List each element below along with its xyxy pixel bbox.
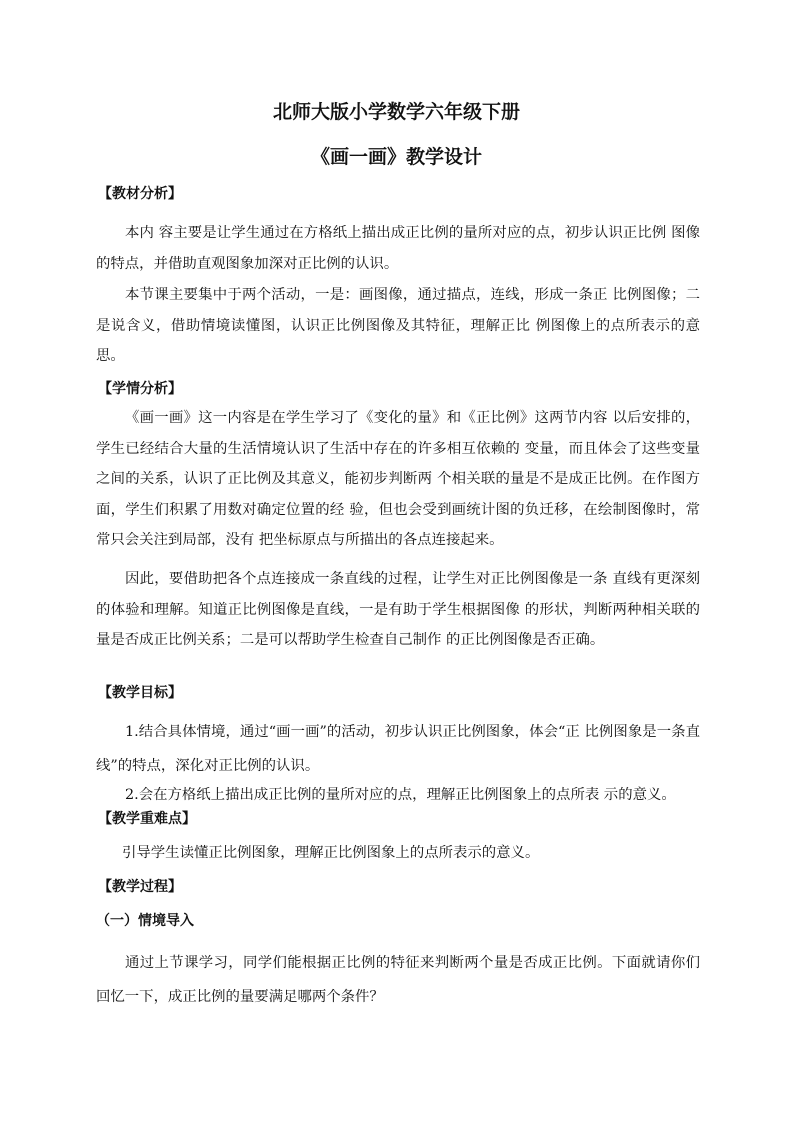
- document-title: 北师大版小学数学六年级下册: [272, 101, 520, 123]
- document-subtitle: 《画一画》教学设计: [310, 146, 482, 168]
- paragraph: 2.会在方格纸上描出成正比例的量所对应的点，理解正比例图象上的点所表 示的意义。: [125, 787, 676, 803]
- paragraph: 本内 容主要是让学生通过在方格纸上描出成正比例的量所对应的点，初步认识正比例 图像的特点，并借助直观图象加深对正比例的认识。: [96, 225, 700, 272]
- paragraph: 因此，要借助把各个点连接成一条直线的过程，让学生对正比例图像是一条 直线有更深刻的体验和理解。知道正比例图像是直线，一是有助于学生根据图像 的形状，判断两种相关联的量是否成正比例关系；二是可以帮助学生检查自己制作 的正比例图像是否正确。: [96, 571, 700, 649]
- paragraph: 《画一画》这一内容是在学生学习了《变化的量》和《正比例》这两节内容 以后安排的，学生已经结合大量的生活情境认识了生活中存在的许多相互依赖的 变量，而且体会了这些变量之间的关系，认识了正比例及其意义，能初步判断两 个相关联的量是不是成正比例。在作图方面，学生们积累了用数对确定位置的经 验，但也会受到画统计图的负迁移，在绘制图像时，常常只会关注到局部，没有 把坐标原点与所描出的各点连接起来。: [96, 410, 700, 549]
- section-heading-student-analysis: 【学情分析】: [98, 381, 182, 397]
- section-heading-teaching-goals: 【教学目标】: [98, 685, 182, 701]
- subsection-heading-situation-intro: （一）情境导入: [96, 913, 194, 929]
- section-heading-textbook-analysis: 【教材分析】: [98, 186, 182, 202]
- key-points-text: 引导学生读懂正比例图象，理解正比例图象上的点所表示的意义。: [122, 845, 540, 861]
- section-heading-teaching-process: 【教学过程】: [98, 879, 182, 895]
- paragraph: 1.结合具体情境，通过“画一画”的活动，初步认识正比例图象，体会“正 比例图象是一条直线”的特点，深化对正比例的认识。: [96, 724, 700, 774]
- paragraph: 通过上节课学习，同学们能根据正比例的特征来判断两个量是否成正比例。下面就请你们回忆一下，成正比例的量要满足哪两个条件？: [96, 955, 700, 1005]
- paragraph: 本节课主要集中于两个活动，一是：画图像，通过描点，连线，形成一条正 比例图像；二是说含义，借助情境读懂图，认识正比例图像及其特征，理解正比 例图像上的点所表示的意思。: [96, 287, 700, 365]
- section-heading-key-points: 【教学重难点】: [98, 811, 196, 827]
